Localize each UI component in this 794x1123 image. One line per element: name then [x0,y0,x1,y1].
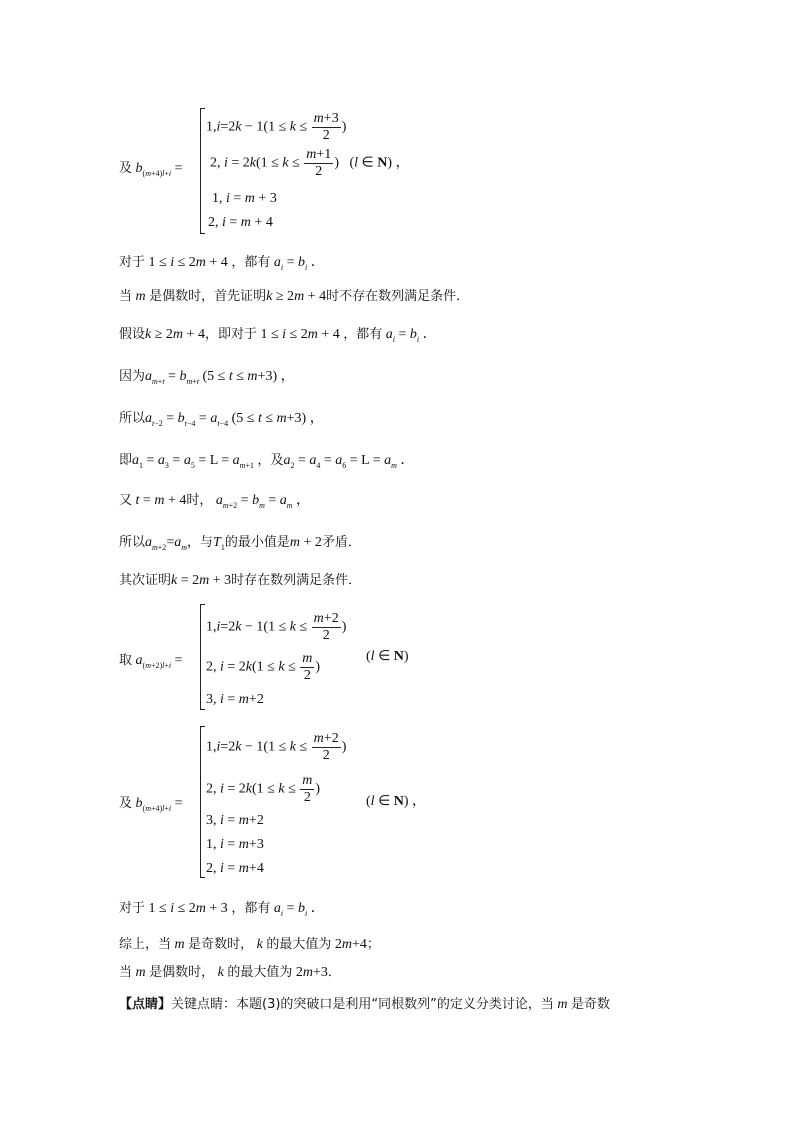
text-even-tail: 时不存在数列满足条件． [326,289,470,304]
line-second: 其次证明k = 2m + 3时存在数列满足条件． [119,573,362,588]
case-b2-row3: 3, i = m+2 [206,813,264,828]
line-qu: 取 $a_{(m+2)l+i}$ = [119,653,183,670]
text-ji3: 及 [119,796,133,811]
text-ji2: 即 [119,453,133,468]
case-b2-cond: (l ∈ N) ， [366,794,427,809]
text-duiyu2-tail: ，都有 [231,901,271,916]
text-zong-mid2: 的最大值为 [266,937,332,952]
text-dang: 当 [119,965,133,980]
line-even: 当 m 是偶数时，首先证明k ≥ 2m + 4时不存在数列满足条件． [119,289,470,304]
line-duiyu1: 对于 1 ≤ i ≤ 2m + 4 ，都有 $a_i = b_i$ ． [119,255,325,272]
text-assume-mid: ，即对于 [204,327,257,342]
text-so2-tail: 矛盾． [321,535,361,550]
text-you-mid: 时， [186,493,213,508]
case-b1-row1: 1,i=2k − 1(1 ≤ k ≤ $\frac{m+3}{2}$ ) [206,111,347,143]
text-you: 又 [119,493,133,508]
case-b2-row5: 2, i = m+4 [206,861,264,876]
text-ji1: 及 [119,161,133,176]
line-duiyu2: 对于 1 ≤ i ≤ 2m + 3 ，都有 $a_i = b_i$ ． [119,901,325,918]
brace-3 [200,726,205,878]
text-dianjing: 关键点睛：本题(3)的突破口是利用“同根数列”的定义分类讨论，当 [171,997,554,1012]
case-b1-row4: 2, i = m + 4 [208,215,273,230]
text-so2: 所以 [119,535,146,550]
line-you: 又 t = m + 4时， $a_{m+2} = b_m = a_m$ ， [119,493,311,510]
text-qu: 取 [119,653,133,668]
case-b2-row4: 1, i = m+3 [206,837,264,852]
text-second-tail: 时存在数列满足条件． [231,573,362,588]
text-because: 因为 [119,369,146,384]
line-dang: 当 m 是偶数时， k 的最大值为 2m+3． [119,965,341,980]
line-ji3: 及 $b_{(m+4)l+i}$ = [119,796,183,813]
text-duiyu1-tail: ，都有 [231,255,271,270]
text-ji2-mid: ，及 [257,453,284,468]
text-so2-mid: ，与 [187,535,214,550]
text-dang-mid: 是偶数时， [149,965,215,980]
text-second: 其次证明 [119,573,172,588]
text-even-mid: 是偶数时，首先证明 [149,289,267,304]
case-b1-row3: 1, i = m + 3 [212,191,277,206]
line-because: 因为$a_{m+t} = b_{m+t}$ (5 ≤ t ≤ m+3) ， [119,369,295,386]
case-a-row3: 3, i = m+2 [206,692,264,707]
line-so1: 所以$a_{t-2} = b_{t-4} = a_{t-4}$ (5 ≤ t ≤ m+3) ， [119,411,324,428]
brace-2 [200,604,205,710]
case-a-row2: 2, i = 2k(1 ≤ k ≤ $\frac{m}{2}$ ) [206,651,321,683]
text-so2-mid2: 的最小值是 [224,535,290,550]
text-dang-mid2: 的最大值为 [227,965,293,980]
text-assume-tail: ，都有 [343,327,383,342]
line-assume: 假设k ≥ 2m + 4，即对于 1 ≤ i ≤ 2m + 4 ，都有 $a_i = b_i$ ． [119,327,437,344]
text-duiyu1: 对于 [119,255,146,270]
text-dianjing-tail: 是奇数 [571,997,611,1012]
text-zong-tail: ； [366,937,380,952]
dianjing-tag: 【点睛】 [119,997,172,1012]
line-ji1: 及 $b_{(m+4)l+i}$ = [119,161,183,178]
line-so2: 所以$a_{m+2}=a_m$，与$T_1$的最小值是m + 2矛盾． [119,535,361,552]
case-a-row1: 1,i=2k − 1(1 ≤ k ≤ $\frac{m+2}{2}$ ) [206,611,347,643]
text-zong: 综上，当 [119,937,172,952]
text-even-head: 当 [119,289,133,304]
text-dang-tail: ． [327,965,341,980]
text-so1: 所以 [119,411,146,426]
text-zong-mid: 是奇数时， [188,937,254,952]
case-b1-row2: 2, i = 2k(1 ≤ k ≤ $\frac{m+1}{2}$ ) (l ∈ N) ， [210,147,410,179]
case-b2-row2: 2, i = 2k(1 ≤ k ≤ $\frac{m}{2}$ ) [206,773,321,805]
text-duiyu2: 对于 [119,901,146,916]
case-b2-row1: 1,i=2k − 1(1 ≤ k ≤ $\frac{m+2}{2}$ ) [206,731,347,763]
text-assume: 假设 [119,327,146,342]
line-ji2: 即$a_1 = a_3 = a_5 = L = a_{m+1}$ ，及$a_2 = a_4 = a_6 = L = a_m$ ． [119,453,415,470]
case-a-cond: (l ∈ N) [366,649,409,664]
line-dianjing: 【点睛】关键点睛：本题(3)的突破口是利用“同根数列”的定义分类讨论，当 m 是奇数 [119,997,611,1012]
brace-1 [200,108,205,234]
line-zong: 综上，当 m 是奇数时， k 的最大值为 2m+4； [119,937,380,952]
